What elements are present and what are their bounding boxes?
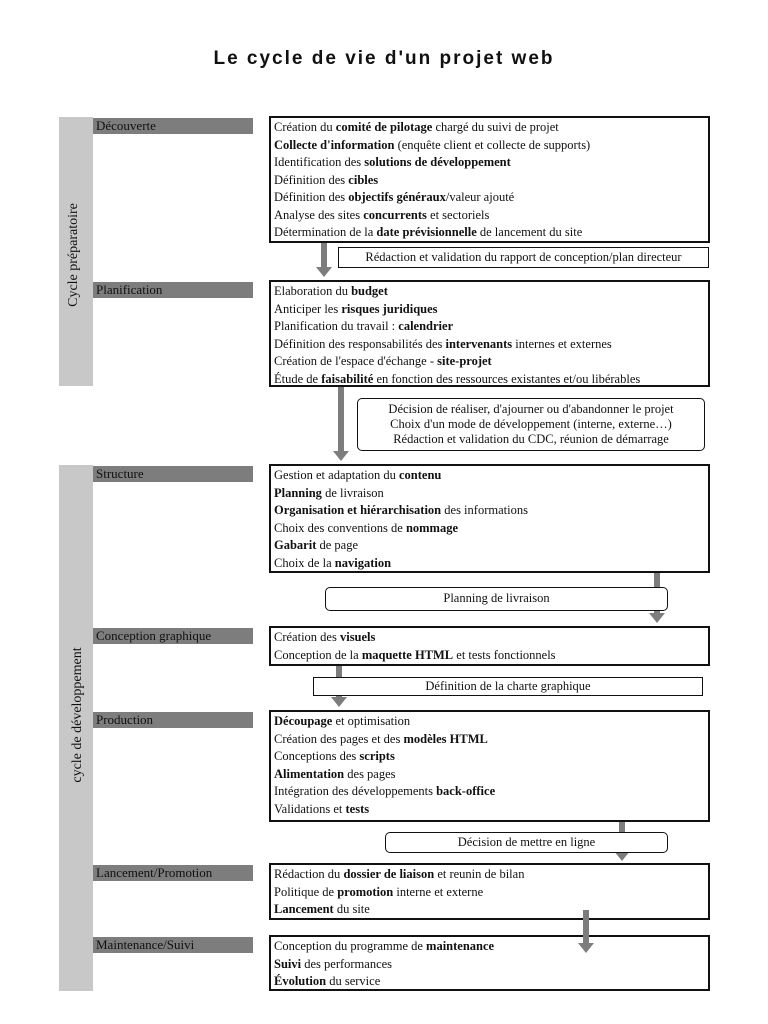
arrow-down-2	[338, 387, 344, 452]
arrow-down-1	[321, 243, 327, 268]
bold-term: site-projet	[437, 354, 492, 368]
bold-term: cibles	[348, 172, 379, 187]
text-run: Détermination de la	[274, 225, 377, 239]
box-line	[274, 283, 705, 301]
text-run: en fonction des ressources existantes et/ou libérables	[373, 371, 641, 386]
phase-lancement-promotion: Lancement/Promotion	[93, 865, 253, 881]
box-line	[274, 973, 705, 991]
text-run: et optimisation	[332, 714, 411, 728]
box-line	[274, 901, 705, 919]
text-run: Création du	[274, 120, 336, 134]
box-line	[274, 207, 705, 225]
box-line	[274, 748, 705, 766]
box-line	[274, 502, 705, 520]
bold-term: modèles HTML	[403, 731, 488, 746]
phase-decouverte: Découverte	[93, 118, 253, 134]
box-line	[274, 189, 705, 207]
text-run: de page	[316, 538, 359, 552]
bold-term: objectifs généraux	[348, 190, 446, 204]
text-run: internes et externes	[512, 336, 612, 351]
note-line: Décision de mettre en ligne	[457, 835, 596, 849]
text-run: Anticiper les	[274, 301, 342, 316]
note-charte-graphique	[313, 677, 703, 696]
box-structure	[269, 464, 710, 573]
box-line	[274, 137, 705, 155]
box-line	[274, 956, 705, 974]
bold-term: Organisation et hiérarchisation	[274, 503, 442, 517]
bold-term: faisabilité	[321, 371, 374, 386]
box-line	[274, 318, 705, 336]
note-line: Choix d'un mode de développement (interne, externe…)	[390, 417, 672, 431]
bold-term: navigation	[334, 555, 392, 570]
bold-term: back-office	[436, 784, 496, 798]
box-conception-graphique	[269, 626, 710, 666]
bold-term: intervenants	[445, 336, 513, 351]
text-run: de livraison	[321, 485, 384, 500]
text-run: Conception de la	[274, 647, 362, 662]
bold-term: Lancement	[274, 902, 334, 916]
box-line	[274, 172, 705, 190]
text-run: Gestion et adaptation du	[274, 468, 399, 482]
text-run: des informations	[441, 503, 528, 517]
text-run: des performances	[301, 956, 393, 971]
bold-term: Planning	[274, 485, 322, 500]
text-run: Rédaction du	[274, 867, 344, 881]
note-mise-en-ligne	[385, 832, 668, 853]
box-line	[274, 783, 705, 801]
bold-term: Gabarit	[274, 538, 317, 552]
box-maintenance-suivi	[269, 935, 710, 991]
box-line	[274, 766, 705, 784]
bold-term: Découpage	[274, 714, 333, 728]
box-line	[274, 336, 705, 354]
bold-term: contenu	[398, 468, 442, 482]
text-run: du site	[333, 902, 370, 916]
phase-structure: Structure	[93, 466, 253, 482]
bold-term: budget	[351, 284, 388, 298]
box-line	[274, 713, 705, 731]
bold-term: scripts	[359, 749, 395, 763]
cycle-label-development: cycle de développement	[70, 647, 85, 783]
text-run: Intégration des développements	[274, 784, 437, 798]
box-line	[274, 938, 705, 956]
text-run: interne et externe	[393, 884, 484, 899]
bold-term: date prévisionnelle	[376, 225, 477, 239]
box-line	[274, 647, 705, 665]
text-run: Validations et	[274, 801, 346, 816]
text-run: et reunin de bilan	[434, 867, 525, 881]
text-run: (enquête client et collecte de supports)	[394, 137, 591, 152]
bold-term: Suivi	[274, 956, 302, 971]
box-line	[274, 119, 705, 137]
diagram-title: Le cycle de vie d'un projet web	[213, 48, 555, 69]
box-line	[274, 520, 705, 538]
bold-term: Évolution	[274, 974, 327, 988]
text-run: Conception du programme de	[274, 939, 427, 953]
phase-maintenance-suivi: Maintenance/Suivi	[93, 937, 253, 953]
box-line	[274, 485, 705, 503]
text-run: Conceptions des	[274, 749, 360, 763]
note-line: Décision de réaliser, d'ajourner ou d'abandonner le projet	[388, 402, 674, 416]
text-run: Définition des	[274, 190, 349, 204]
phase-production: Production	[93, 712, 253, 728]
text-run: Analyse des sites	[274, 207, 364, 222]
cycle-label-preparatory: Cycle préparatoire	[66, 203, 81, 307]
box-line	[274, 537, 705, 555]
bold-term: Collecte d'information	[274, 137, 395, 152]
bold-term: comité de pilotage	[335, 120, 433, 134]
text-run: Étude de	[274, 371, 322, 386]
box-line	[274, 866, 705, 884]
box-line	[274, 731, 705, 749]
text-run: de lancement du site	[476, 225, 583, 239]
bold-term: solutions de développement	[364, 155, 511, 169]
text-run: Définition des	[274, 172, 349, 187]
bold-term: nommage	[405, 520, 459, 535]
box-line	[274, 154, 705, 172]
bold-term: dossier de liaison	[343, 867, 435, 881]
note-planning-livraison	[325, 587, 668, 611]
box-decouverte	[269, 116, 710, 243]
bold-term: concurrents	[363, 207, 427, 222]
note-line: Rédaction et validation du CDC, réunion de démarrage	[393, 432, 669, 446]
bold-term: tests	[345, 801, 370, 816]
bold-term: maquette HTML	[361, 647, 454, 662]
text-run: chargé du suivi de projet	[432, 120, 559, 134]
box-line	[274, 801, 705, 819]
note-line: Définition de la charte graphique	[425, 679, 591, 693]
box-line	[274, 371, 705, 389]
note-line: Planning de livraison	[443, 591, 550, 605]
text-run: du service	[326, 974, 381, 988]
text-run: /valeur ajouté	[445, 190, 515, 204]
text-run: Création de l'espace d'échange -	[274, 354, 438, 368]
bold-term: risques juridiques	[341, 301, 438, 316]
box-planification	[269, 280, 710, 387]
text-run: Définition des responsabilités des	[274, 336, 446, 351]
text-run: et tests fonctionnels	[453, 647, 556, 662]
box-line	[274, 555, 705, 573]
text-run: Création des	[274, 630, 340, 644]
text-run: Identification des	[274, 155, 365, 169]
arrow-down-6	[583, 910, 589, 944]
box-lancement-promotion	[269, 863, 710, 920]
box-line	[274, 467, 705, 485]
text-run: des pages	[344, 766, 396, 781]
bold-term: Alimentation	[274, 766, 345, 781]
box-line	[274, 224, 705, 242]
bold-term: calendrier	[398, 319, 454, 333]
text-run: Elaboration du	[274, 284, 352, 298]
box-line	[274, 884, 705, 902]
note-rapport-conception	[338, 247, 709, 268]
text-run: Choix de la	[274, 555, 335, 570]
text-run: Choix des conventions de	[274, 520, 406, 535]
phase-planification: Planification	[93, 282, 253, 298]
bold-term: maintenance	[426, 939, 495, 953]
text-run: Politique de	[274, 884, 338, 899]
box-production	[269, 710, 710, 822]
text-run: Planification du travail :	[274, 319, 399, 333]
phase-conception-graphique: Conception graphique	[93, 628, 253, 644]
box-line	[274, 353, 705, 371]
note-decision-cdc	[357, 398, 705, 451]
bold-term: promotion	[337, 884, 394, 899]
text-run: Création des pages et des	[274, 731, 404, 746]
note-line: Rédaction et validation du rapport de conception/plan directeur	[365, 250, 682, 264]
box-line	[274, 629, 705, 647]
box-line	[274, 301, 705, 319]
bold-term: visuels	[339, 630, 376, 644]
text-run: et sectoriels	[426, 207, 490, 222]
